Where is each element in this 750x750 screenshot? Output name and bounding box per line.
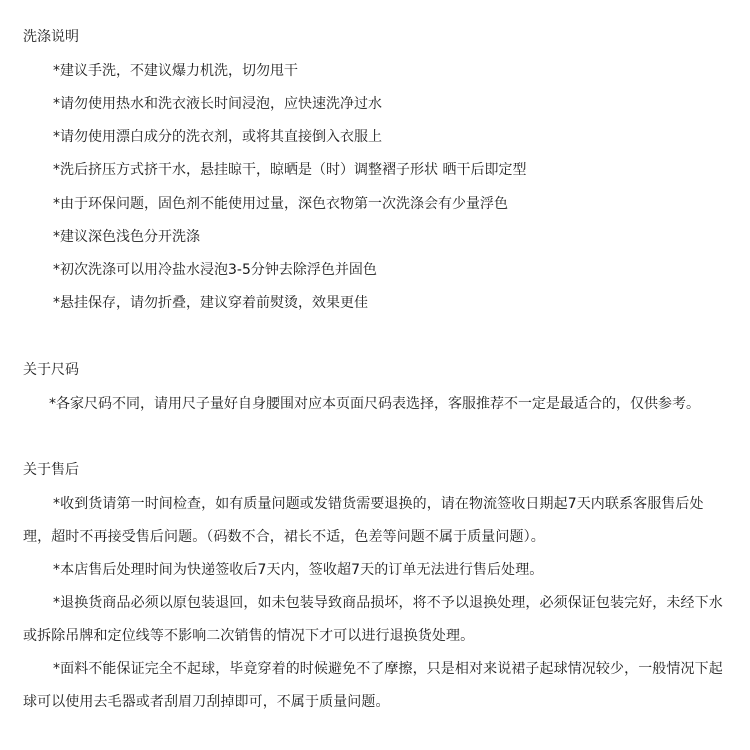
size-note: *各家尺码不同，请用尺子量好自身腰围对应本页面尺码表选择，客服推荐不一定是最适合的，仅供参考。 xyxy=(49,396,700,412)
washing-section-title: 洗涤说明 xyxy=(23,29,79,45)
size-section-title: 关于尺码 xyxy=(23,362,79,378)
aftersale-paragraph: *退换货商品必须以原包装退回，如未包装导致商品损坏，将不予以退换处理，必须保证包装完好，未经下水或拆除吊牌和定位线等不影响二次销售的情况下才可以进行退换货处理。 xyxy=(23,595,723,644)
washing-item: *建议手洗，不建议爆力机洗，切勿甩干 xyxy=(53,63,298,79)
washing-item: *请勿使用漂白成分的洗衣剂，或将其直接倒入衣服上 xyxy=(53,129,382,145)
washing-item: *请勿使用热水和洗衣液长时间浸泡，应快速洗净过水 xyxy=(53,96,382,112)
washing-item: *建议深色浅色分开洗涤 xyxy=(53,229,200,245)
washing-item: *由于环保问题，固色剂不能使用过量，深色衣物第一次洗涤会有少量浮色 xyxy=(53,196,508,212)
washing-item: *悬挂保存，请勿折叠，建议穿着前熨烫，效果更佳 xyxy=(53,295,368,311)
washing-item: *洗后挤压方式挤干水，悬挂晾干，晾晒是（时）调整褶子形状 晒干后即定型 xyxy=(53,162,527,178)
aftersale-paragraph: *收到货请第一时间检查，如有质量问题或发错货需要退换的，请在物流签收日期起7天内联系客服售后处理，超时不再接受售后问题。（码数不合，裙长不适，色差等问题不属于质量问题）。 xyxy=(23,496,704,545)
aftersale-section-title: 关于售后 xyxy=(23,462,79,478)
washing-item: *初次洗涤可以用冷盐水浸泡3-5分钟去除浮色并固色 xyxy=(53,262,377,278)
aftersale-paragraph: *面料不能保证完全不起球，毕竟穿着的时候避免不了摩擦，只是相对来说裙子起球情况较少，一般情况下起球可以使用去毛器或者刮眉刀刮掉即可，不属于质量问题。 xyxy=(23,661,723,710)
aftersale-paragraph: *本店售后处理时间为快递签收后7天内，签收超7天的订单无法进行售后处理。 xyxy=(53,562,544,578)
